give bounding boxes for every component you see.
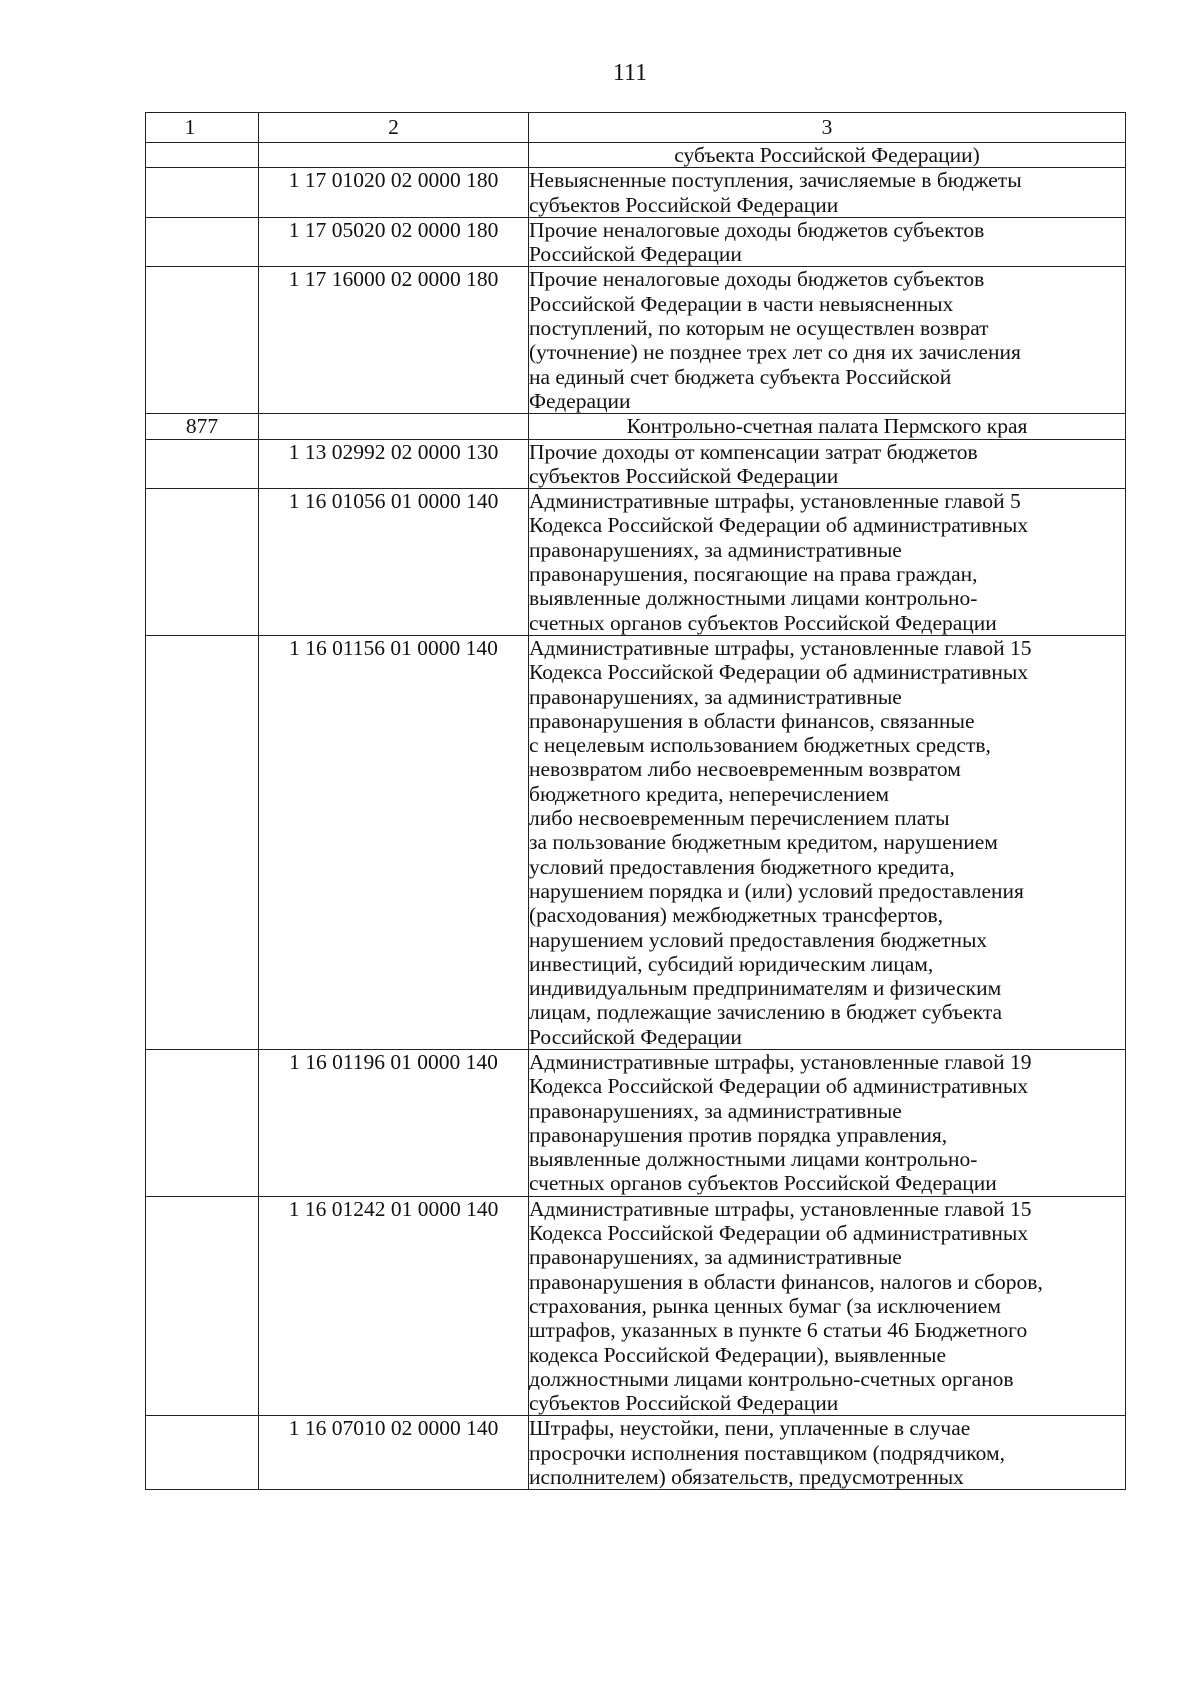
table-header-row xyxy=(146,113,1126,143)
table-row xyxy=(146,489,1126,636)
agency-code-cell xyxy=(146,489,259,636)
table-row xyxy=(146,1416,1126,1490)
agency-code-cell xyxy=(146,267,259,414)
revenue-code-cell: 1 16 01196 01 0000 140 xyxy=(259,1049,529,1196)
revenue-name-cell xyxy=(529,439,1126,489)
revenue-code-cell: 1 16 01056 01 0000 140 xyxy=(259,489,529,636)
agency-code-cell xyxy=(146,1416,259,1490)
revenue-name-cell xyxy=(529,143,1126,168)
revenue-name-cell xyxy=(529,489,1126,636)
table-row xyxy=(146,143,1126,168)
header-col-2: 2 xyxy=(259,113,529,143)
agency-code-cell xyxy=(146,1049,259,1196)
revenue-code-cell: 1 16 01156 01 0000 140 xyxy=(259,635,529,1049)
revenue-code-cell xyxy=(259,143,529,168)
revenue-code-cell: 1 17 01020 02 0000 180 xyxy=(259,168,529,218)
revenue-code-cell: 1 17 16000 02 0000 180 xyxy=(259,267,529,414)
revenue-code-cell: 1 16 01242 01 0000 140 xyxy=(259,1196,529,1416)
revenue-name-text: Прочие неналоговые доходы бюджетов субъектов Российской Федерации xyxy=(529,217,985,267)
revenue-code-cell xyxy=(259,414,529,439)
agency-name-cell xyxy=(529,414,1126,439)
revenue-name-text: Административные штрафы, установленные главой 15 Кодекса Российской Федерации об административных правонарушениях, за административные правонарушения в области финансов, связанные с нецелевым использованием бюджетных средств, невозвратом либо несвоевременным возвратом бюджетного кредита, неперечислением либо несвоевременным перечислением платы за пользование бюджетным кредитом, нарушением условий предоставления бюджетного кредита, нарушением порядка и (или) условий предоставления (расходования) межбюджетных трансфертов, нарушением условий предоставления бюджетных инвестиций, субсидий юридическим лицам, индивидуальным предпринимателям и физическим лицам, подлежащие зачислению в бюджет субъекта Российской Федерации xyxy=(529,635,1032,1049)
revenue-name-cell xyxy=(529,1196,1126,1416)
table-row xyxy=(146,1049,1126,1196)
revenue-name-text: Прочие неналоговые доходы бюджетов субъектов Российской Федерации в части невыясненных поступлений, по которым не осуществлен возврат (уточнение) не позднее трех лет со дня их зачисления на единый счет бюджета субъекта Российской Федерации xyxy=(529,267,1021,413)
table-row xyxy=(146,267,1126,414)
page-number: 111 xyxy=(612,60,648,86)
agency-code-cell xyxy=(146,143,259,168)
revenue-name-cell xyxy=(529,1049,1126,1196)
revenue-code-cell: 1 16 07010 02 0000 140 xyxy=(259,1416,529,1490)
agency-code-cell xyxy=(146,439,259,489)
agency-code-cell xyxy=(146,1196,259,1416)
revenue-code-cell: 1 13 02992 02 0000 130 xyxy=(259,439,529,489)
revenue-name-text: Административные штрафы, установленные главой 5 Кодекса Российской Федерации об административных правонарушениях, за административные правонарушения, посягающие на права граждан, выявленные должностными лицами контрольно- счетных органов субъектов Российской Федерации xyxy=(529,489,1029,635)
revenue-name-cell xyxy=(529,217,1126,267)
revenue-name-cell xyxy=(529,267,1126,414)
revenue-name-cell xyxy=(529,635,1126,1049)
table-row xyxy=(146,635,1126,1049)
revenue-code-cell: 1 17 05020 02 0000 180 xyxy=(259,217,529,267)
agency-name-text: Контрольно-счетная палата Пермского края xyxy=(626,414,1028,439)
header-col-3: 3 xyxy=(529,113,1126,143)
revenue-name-text: Административные штрафы, установленные главой 15 Кодекса Российской Федерации об административных правонарушениях, за административные правонарушения в области финансов, налогов и сборов, страхования, рынка ценных бумаг (за исключением штрафов, указанных в пункте 6 статьи 46 Бюджетного кодекса Российской Федерации), выявленные должностными лицами контрольно-счетных органов субъектов Российской Федерации xyxy=(529,1196,1043,1416)
revenue-name-cell xyxy=(529,1416,1126,1490)
revenue-name-cell xyxy=(529,168,1126,218)
revenue-codes-table xyxy=(145,112,1126,1490)
agency-code-cell xyxy=(146,168,259,218)
table-row xyxy=(146,439,1126,489)
table-row xyxy=(146,168,1126,218)
agency-code-cell xyxy=(146,217,259,267)
revenue-name-text: субъекта Российской Федерации) xyxy=(674,143,980,167)
revenue-name-text: Невыясненные поступления, зачисляемые в бюджеты субъектов Российской Федерации xyxy=(529,168,1022,217)
revenue-name-text: Штрафы, неустойки, пени, уплаченные в случае просрочки исполнения поставщиком (подрядчиком, исполнителем) обязательств, предусмотренных xyxy=(529,1416,1005,1490)
revenue-name-text: Административные штрафы, установленные главой 19 Кодекса Российской Федерации об административных правонарушениях, за административные правонарушения против порядка управления, выявленные должностными лицами контрольно- счетных органов субъектов Российской Федерации xyxy=(529,1049,1032,1196)
agency-code-cell: 877 xyxy=(146,414,259,439)
table-row-agency xyxy=(146,414,1126,439)
header-col-1: 1 xyxy=(146,113,259,143)
table-row xyxy=(146,217,1126,267)
agency-code-cell xyxy=(146,635,259,1049)
revenue-name-text: Прочие доходы от компенсации затрат бюджетов субъектов Российской Федерации xyxy=(529,439,978,488)
table-row xyxy=(146,1196,1126,1416)
